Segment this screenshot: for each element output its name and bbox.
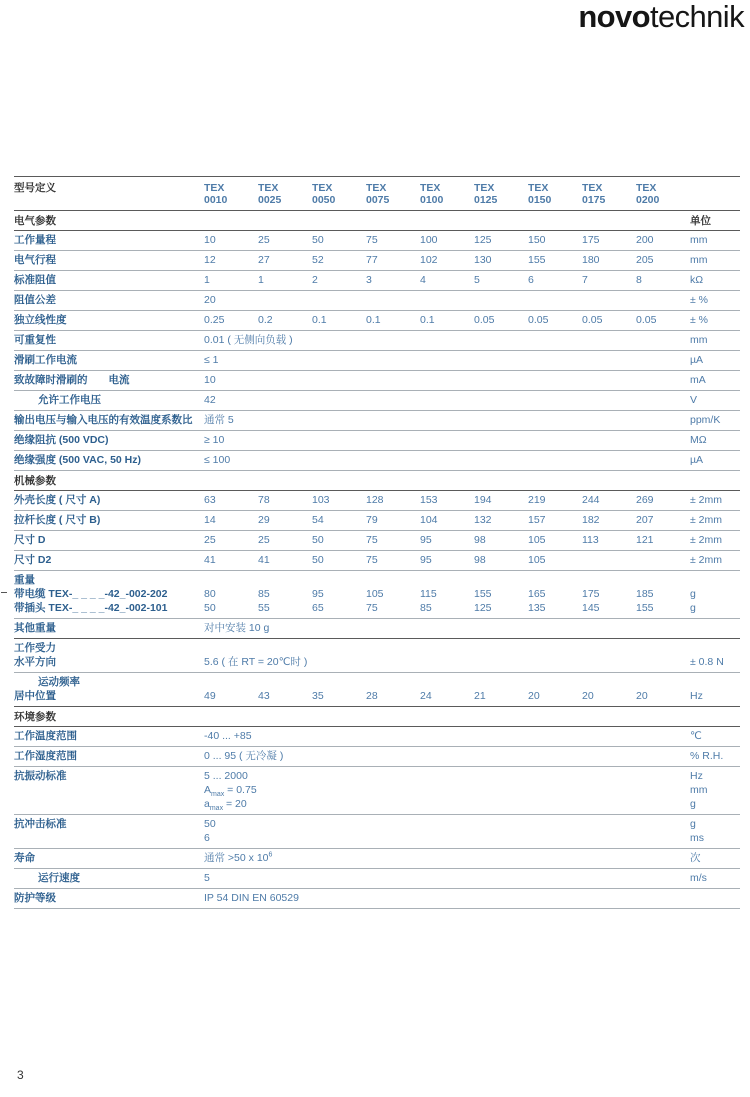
value-cell: 165 — [528, 588, 546, 600]
value-cell: 157 — [528, 514, 546, 526]
unit-cell: % R.H. — [690, 750, 724, 762]
value-cell: 0.05 — [528, 314, 549, 326]
value-cell: 50 — [312, 554, 324, 566]
row-label: 工作湿度范围 — [14, 750, 77, 762]
logo-text-light: technik — [649, 0, 744, 34]
value-cell: 105 — [528, 534, 546, 546]
table-row — [14, 815, 740, 849]
value-cell: 63 — [204, 494, 216, 506]
table-row-line — [14, 313, 740, 327]
value-cell: 25 — [204, 534, 216, 546]
table-row — [14, 451, 740, 471]
value-cell: 65 — [312, 602, 324, 614]
value-cell: 10 — [204, 234, 216, 246]
value-cell: 145 — [582, 602, 600, 614]
value-cell: 103 — [312, 494, 330, 506]
value-span: $a_{max} = 20$ — [204, 798, 247, 813]
table-row-line — [14, 433, 740, 447]
table-row-line — [14, 675, 740, 689]
table-row-line — [14, 749, 740, 763]
unit-cell: ± % — [690, 314, 709, 326]
value-cell: 41 — [258, 554, 270, 566]
model-column-header — [582, 182, 636, 206]
value-cell: 20 — [582, 690, 594, 702]
value-cell: 35 — [312, 690, 324, 702]
section-header-row — [14, 707, 740, 727]
model-series: TEX — [528, 182, 549, 194]
table-row — [14, 411, 740, 431]
value-cell: 1 — [204, 274, 210, 286]
table-row-line — [14, 393, 740, 407]
value-span: -40 ... +85 — [204, 730, 252, 742]
table-row-line — [14, 233, 740, 247]
row-label: 运动频率 — [38, 676, 80, 688]
unit-cell: Hz — [690, 690, 703, 702]
section-title: 机械参数 — [14, 475, 56, 487]
table-row-line — [14, 273, 740, 287]
value-cell: 27 — [258, 254, 270, 266]
row-label: 阻值公差 — [14, 294, 56, 306]
table-row — [14, 747, 740, 767]
value-span: 0.01 ( 无侧向负载 ) — [204, 334, 293, 346]
row-label: 带电缆 TEX-_ _ _ _-42_-002-202 — [14, 588, 168, 600]
row-label: 重量 — [14, 574, 35, 586]
table-row — [14, 431, 740, 451]
table-row — [14, 849, 740, 869]
value-span: ≤ 1 — [204, 354, 219, 366]
value-cell: 155 — [636, 602, 654, 614]
unit-cell: kΩ — [690, 274, 704, 286]
value-cell: 1 — [258, 274, 264, 286]
value-cell: 244 — [582, 494, 600, 506]
value-cell: 100 — [420, 234, 438, 246]
row-label: 电气行程 — [14, 254, 56, 266]
value-span: $A_{max} = 0.75$ — [204, 784, 257, 799]
table-row-line — [14, 513, 740, 527]
value-cell: 125 — [474, 234, 492, 246]
table-row-line — [14, 533, 740, 547]
model-series: TEX — [636, 182, 657, 194]
value-cell: 3 — [366, 274, 372, 286]
value-cell: 200 — [636, 234, 654, 246]
value-cell: 6 — [528, 274, 534, 286]
table-row-line — [14, 871, 740, 885]
value-span: 0 ... 95 ( 无冷凝 ) — [204, 750, 284, 762]
value-cell: 80 — [204, 588, 216, 600]
value-span: ≥ 10 — [204, 434, 225, 446]
value-cell: 8 — [636, 274, 642, 286]
value-cell: 205 — [636, 254, 654, 266]
model-column-header — [366, 182, 420, 206]
table-row — [14, 869, 740, 889]
table-row-line — [14, 413, 740, 427]
value-cell: 105 — [366, 588, 384, 600]
unit-cell: V — [690, 394, 698, 406]
value-cell: 50 — [204, 602, 216, 614]
value-cell: 0.25 — [204, 314, 225, 326]
model-series: TEX — [582, 182, 603, 194]
table-row-line — [14, 453, 740, 467]
table-row-line — [14, 333, 740, 347]
value-span: 42 — [204, 394, 216, 406]
model-series: TEX — [420, 182, 441, 194]
value-cell: 4 — [420, 274, 426, 286]
table-row — [14, 371, 740, 391]
value-cell: 85 — [258, 588, 270, 600]
value-cell: 98 — [474, 554, 486, 566]
value-cell: 121 — [636, 534, 654, 546]
unit-cell: g — [690, 818, 696, 830]
value-cell: 185 — [636, 588, 654, 600]
value-cell: 98 — [474, 534, 486, 546]
value-cell: 104 — [420, 514, 438, 526]
model-column-header — [204, 182, 258, 206]
value-cell: 0.05 — [474, 314, 495, 326]
table-row-line — [14, 769, 740, 783]
section-title: 电气参数 — [14, 215, 56, 227]
table-row — [14, 531, 740, 551]
value-cell: 29 — [258, 514, 270, 526]
value-cell: 75 — [366, 602, 378, 614]
value-span: 通常 >50 x $10^6$ — [204, 851, 273, 864]
table-row — [14, 391, 740, 411]
table-row — [14, 673, 740, 707]
table-row-line — [14, 601, 740, 615]
unit-cell: mm — [690, 334, 708, 346]
model-series: TEX — [474, 182, 495, 194]
value-cell: 175 — [582, 234, 600, 246]
row-label: 运行速度 — [38, 872, 80, 884]
table-row — [14, 619, 740, 639]
table-row-line — [14, 655, 740, 669]
section-header-row — [14, 471, 740, 491]
table-row — [14, 291, 740, 311]
value-cell: 79 — [366, 514, 378, 526]
value-cell: 95 — [420, 554, 432, 566]
value-span: 20 — [204, 294, 216, 306]
table-row-line — [14, 621, 740, 635]
table-row — [14, 311, 740, 331]
unit-column-header: 单位 — [690, 215, 711, 227]
row-label: 致故障时滑刷的 电流 — [14, 374, 130, 386]
unit-cell: ± 0.8 N — [690, 656, 724, 668]
value-cell: 43 — [258, 690, 270, 702]
value-cell: 49 — [204, 690, 216, 702]
table-row-line — [14, 891, 740, 905]
table-row-line — [14, 851, 740, 865]
value-cell: 182 — [582, 514, 600, 526]
value-cell: 0.2 — [258, 314, 273, 326]
value-cell: 20 — [636, 690, 648, 702]
unit-cell: ± 2mm — [690, 554, 723, 566]
model-column-header — [312, 182, 366, 206]
unit-cell: g — [690, 798, 696, 810]
model-code: 0150 — [528, 194, 552, 206]
value-span: 6 — [204, 832, 210, 844]
table-row-line — [14, 783, 740, 797]
value-span: 10 — [204, 374, 216, 386]
unit-cell: ppm/K — [690, 414, 721, 426]
table-row-line — [14, 293, 740, 307]
value-cell: 219 — [528, 494, 546, 506]
table-row-line — [14, 373, 740, 387]
value-span: 通常 5 — [204, 414, 234, 426]
row-label: 绝缘阻抗 (500 VDC) — [14, 434, 109, 446]
unit-cell: µA — [690, 454, 704, 466]
value-cell: 54 — [312, 514, 324, 526]
logo-text-bold: novo — [578, 0, 650, 34]
value-span: IP 54 DIN EN 60529 — [204, 892, 299, 904]
model-series: TEX — [366, 182, 387, 194]
table-row — [14, 491, 740, 511]
value-cell: 77 — [366, 254, 378, 266]
model-code: 0100 — [420, 194, 444, 206]
unit-cell: µA — [690, 354, 704, 366]
unit-cell: g — [690, 588, 696, 600]
model-code: 0050 — [312, 194, 336, 206]
unit-cell: mm — [690, 784, 708, 796]
value-cell: 75 — [366, 554, 378, 566]
table-row — [14, 639, 740, 673]
row-label: 尺寸 D — [14, 534, 46, 546]
row-label: 滑刷工作电流 — [14, 354, 77, 366]
row-label: 标准阻值 — [14, 274, 56, 286]
row-label: 工作量程 — [14, 234, 56, 246]
value-cell: 5 — [474, 274, 480, 286]
value-cell: 155 — [528, 254, 546, 266]
model-column-header — [258, 182, 312, 206]
value-cell: 132 — [474, 514, 492, 526]
model-code: 0125 — [474, 194, 498, 206]
value-cell: 0.05 — [582, 314, 603, 326]
value-cell: 0.1 — [366, 314, 381, 326]
unit-cell: ± 2mm — [690, 534, 723, 546]
row-label: 带插头 TEX-_ _ _ _-42_-002-101 — [14, 602, 168, 614]
unit-cell: m/s — [690, 872, 707, 884]
value-cell: 95 — [420, 534, 432, 546]
value-span: 5.6 ( 在 RT = 20℃时 ) — [204, 656, 308, 668]
value-cell: 75 — [366, 234, 378, 246]
value-cell: 194 — [474, 494, 492, 506]
model-series: TEX — [204, 182, 225, 194]
value-cell: 128 — [366, 494, 384, 506]
value-cell: 24 — [420, 690, 432, 702]
table-row — [14, 551, 740, 571]
value-cell: 180 — [582, 254, 600, 266]
model-series: TEX — [258, 182, 279, 194]
value-cell: 125 — [474, 602, 492, 614]
unit-cell: ± 2mm — [690, 514, 723, 526]
table-row — [14, 271, 740, 291]
value-cell: 115 — [420, 588, 437, 600]
row-label: 其他重量 — [14, 622, 56, 634]
table-row — [14, 331, 740, 351]
value-cell: 55 — [258, 602, 270, 614]
model-code: 0025 — [258, 194, 282, 206]
row-label: 居中位置 — [14, 690, 56, 702]
row-label: 抗振动标准 — [14, 770, 67, 782]
value-cell: 12 — [204, 254, 216, 266]
table-row — [14, 767, 740, 815]
novotechnik-logo — [578, 0, 744, 34]
value-cell: 2 — [312, 274, 318, 286]
row-label: 输出电压与输入电压的有效温度系数比 — [14, 414, 193, 426]
unit-cell: mA — [690, 374, 706, 386]
value-span: 50 — [204, 818, 216, 830]
value-span: 5 — [204, 872, 210, 884]
value-cell: 105 — [528, 554, 546, 566]
value-cell: 175 — [582, 588, 600, 600]
value-cell: 269 — [636, 494, 654, 506]
table-row-line — [14, 253, 740, 267]
value-cell: 150 — [528, 234, 546, 246]
model-header-row — [14, 177, 740, 211]
unit-cell: ± 2mm — [690, 494, 723, 506]
table-row — [14, 251, 740, 271]
value-cell: 0.05 — [636, 314, 657, 326]
margin-crop-mark — [1, 592, 7, 593]
row-label: 抗冲击标准 — [14, 818, 67, 830]
value-cell: 28 — [366, 690, 378, 702]
value-cell: 50 — [312, 234, 324, 246]
unit-cell: ℃ — [690, 730, 702, 742]
unit-cell: 次 — [690, 852, 701, 864]
row-label: 寿命 — [14, 852, 35, 864]
value-cell: 95 — [312, 588, 324, 600]
value-cell: 0.1 — [420, 314, 435, 326]
table-row — [14, 511, 740, 531]
unit-cell: mm — [690, 254, 708, 266]
table-row-line — [14, 641, 740, 655]
table-row-line — [14, 831, 740, 845]
model-code: 0175 — [582, 194, 606, 206]
row-label: 防护等级 — [14, 892, 56, 904]
model-code: 0200 — [636, 194, 660, 206]
value-cell: 14 — [204, 514, 216, 526]
table-row-line — [14, 553, 740, 567]
unit-cell: Hz — [690, 770, 703, 782]
row-label: 拉杆长度 ( 尺寸 B) — [14, 514, 101, 526]
unit-cell: mm — [690, 234, 708, 246]
value-cell: 130 — [474, 254, 492, 266]
value-span: 5 ... 2000 — [204, 770, 248, 782]
unit-cell: ± % — [690, 294, 709, 306]
model-code: 0075 — [366, 194, 390, 206]
value-cell: 78 — [258, 494, 270, 506]
table-row — [14, 889, 740, 909]
table-row-line — [14, 689, 740, 703]
table-row-line — [14, 587, 740, 601]
spec-table — [14, 176, 740, 909]
row-label: 独立线性度 — [14, 314, 67, 326]
value-span: ≤ 100 — [204, 454, 231, 466]
value-cell: 50 — [312, 534, 324, 546]
table-row-line — [14, 817, 740, 831]
value-cell: 0.1 — [312, 314, 327, 326]
table-row — [14, 231, 740, 251]
page-number: 3 — [17, 1068, 24, 1082]
table-row-line — [14, 797, 740, 811]
value-cell: 25 — [258, 534, 270, 546]
table-row — [14, 571, 740, 619]
unit-cell: ms — [690, 832, 704, 844]
model-definition-label: 型号定义 — [14, 182, 56, 194]
table-row-line — [14, 353, 740, 367]
row-label: 绝缘强度 (500 VAC, 50 Hz) — [14, 454, 141, 466]
value-cell: 135 — [528, 602, 546, 614]
model-series: TEX — [312, 182, 333, 194]
model-code: 0010 — [204, 194, 228, 206]
value-cell: 52 — [312, 254, 324, 266]
row-label: 可重复性 — [14, 334, 56, 346]
model-column-header — [474, 182, 528, 206]
table-row — [14, 351, 740, 371]
value-cell: 20 — [528, 690, 540, 702]
value-cell: 75 — [366, 534, 378, 546]
table-row-line — [14, 493, 740, 507]
value-cell: 102 — [420, 254, 438, 266]
model-column-header — [420, 182, 474, 206]
value-cell: 25 — [258, 234, 270, 246]
row-label: 允许工作电压 — [38, 394, 101, 406]
row-label: 工作温度范围 — [14, 730, 77, 742]
value-span: 对中安装 10 g — [204, 622, 270, 634]
value-cell: 153 — [420, 494, 438, 506]
unit-cell: MΩ — [690, 434, 707, 446]
section-header-row — [14, 211, 740, 231]
value-cell: 113 — [582, 534, 599, 546]
value-cell: 155 — [474, 588, 492, 600]
table-row-line — [14, 729, 740, 743]
row-label: 工作受力 — [14, 642, 56, 654]
value-cell: 85 — [420, 602, 432, 614]
table-row-line — [14, 573, 740, 587]
model-column-header — [528, 182, 582, 206]
unit-cell: g — [690, 602, 696, 614]
section-title: 环境参数 — [14, 711, 56, 723]
table-row — [14, 727, 740, 747]
row-label: 外壳长度 ( 尺寸 A) — [14, 494, 101, 506]
row-label: 水平方向 — [14, 656, 56, 668]
value-cell: 207 — [636, 514, 654, 526]
value-cell: 41 — [204, 554, 216, 566]
value-cell: 7 — [582, 274, 588, 286]
model-column-header — [636, 182, 690, 206]
row-label: 尺寸 D2 — [14, 554, 52, 566]
value-cell: 21 — [474, 690, 486, 702]
